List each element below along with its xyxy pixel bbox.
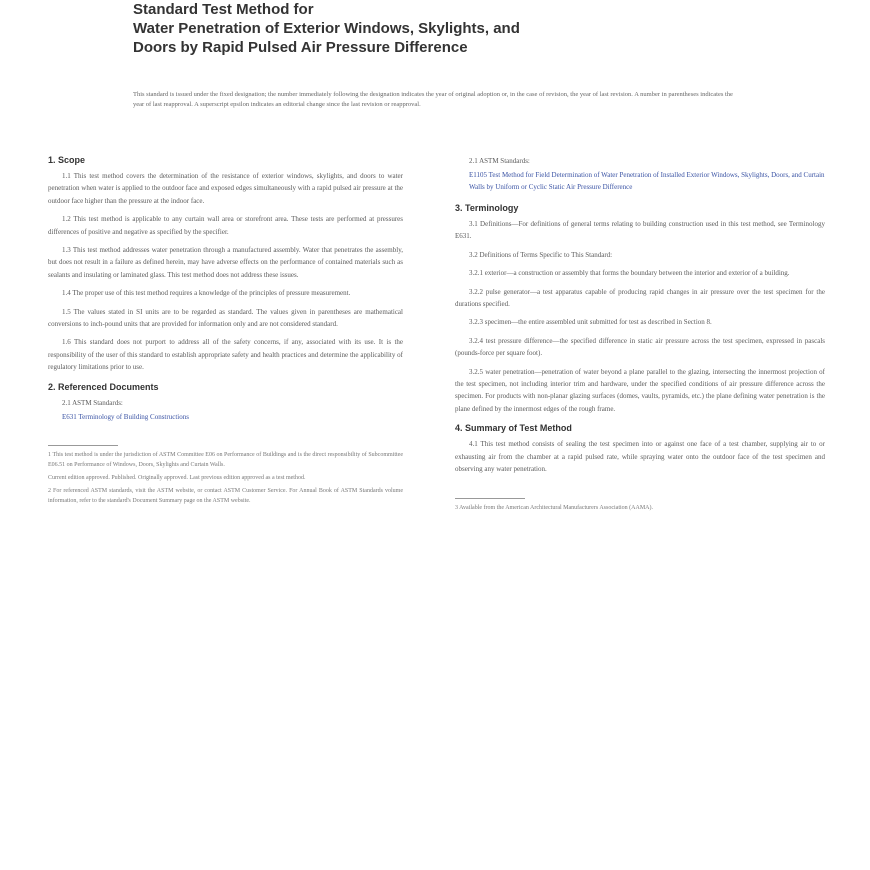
title-line-2: Water Penetration of Exterior Windows, Skylights, and [133, 20, 520, 37]
document-title [133, 0, 733, 57]
section-heading-terminology: 3. Terminology [455, 203, 519, 213]
paragraph-1-4: 1.4 The proper use of this test method requires a knowledge of the principles of pressure measurement. [62, 289, 351, 298]
paragraph-1-2: 1.2 This test method is applicable to any curtain wall area or storefront area. These tests are performed at pressures differences of positive and negative as specified by the specifier. [48, 215, 403, 236]
paragraph-4-1: 4.1 This test method consists of sealing the test specimen into or against one face of a test chamber, supplying air to or exhausting air from the chamber at a rapid pulsed rate, while spraying water onto the outdoor face of the test specimen and observing any water penetration. [455, 440, 825, 474]
footnote-divider [48, 445, 118, 446]
paragraph-1-6: 1.6 This standard does not purport to address all of the safety concerns, if any, associated with its use. It is the responsibility of the user of this standard to establish appropriate safety and health practices and determine the applicability of regulatory limitations prior to use. [48, 338, 403, 372]
title-line-3: Doors by Rapid Pulsed Air Pressure Difference [133, 39, 468, 56]
section-heading-summary: 4. Summary of Test Method [455, 423, 572, 434]
paragraph-1-5: 1.5 The values stated in SI units are to be regarded as standard. The values given in parentheses are mathematical conversions to inch-pound units that are provided for information only and are not considered standard. [48, 307, 403, 329]
section-heading-scope: 1. Scope [48, 155, 86, 165]
right-column [455, 155, 825, 516]
paragraph-3-2-4: 3.2.4 test pressure difference—the specified difference in static air pressure across the test specimen, expressed in pascals (pounds-force per square foot). [455, 336, 825, 358]
paragraph-1-3: 1.3 This test method addresses water penetration through a manufactured assembly. Water that penetrates the assembly, but does not result in a failure as defined herein, may have adverse effects on the performance of contained materials such as sealants and insulating or laminated glass. This test method does not address these issues. [48, 246, 403, 279]
reference-astm-standards: 2.1 ASTM Standards: [62, 398, 123, 407]
reference-link-e1105[interactable]: E1105 Test Method for Field Determination of Water Penetration of Installed Exterior Windows, Skylights, Doors, and Curtain Walls by Uniform or Cyclic Static Air Pressure Difference [469, 171, 825, 191]
paragraph-3-2-1: 3.2.1 exterior—a construction or assembly that forms the boundary between the interior and exterior of a building. [469, 269, 790, 278]
reference-link-e631[interactable]: E631 Terminology of Building Constructions [62, 412, 189, 421]
paragraph-3-2-5: 3.2.5 water penetration—penetration of water beyond a plane parallel to the glazing, intersecting the innermost projection of the test specimen, not including interior trim and hardware, under the specified conditions of air pressure difference across the specimen. For products with non-planar glazing surfaces (domes, vaults, pyramids, etc.) the plane defining water penetration is the plane defined by the innermost edges of the rough frame. [455, 367, 825, 413]
paragraph-3-2-2: 3.2.2 pulse generator—a test apparatus capable of producing rapid changes in air pressure over the test specimen for the durations specified. [455, 287, 825, 309]
paragraph-3-2: 3.2 Definitions of Terms Specific to This Standard: [469, 250, 613, 259]
paragraph-3-1: 3.1 Definitions—For definitions of general terms relating to building construction used in this test method, see Terminology E631. [455, 220, 825, 241]
footnote-divider-right [455, 498, 525, 499]
footnote-3: 3 Available from the American Architectural Manufacturers Association (AAMA). [455, 504, 653, 511]
paragraph-1-1: 1.1 This test method covers the determination of the resistance of exterior windows, skylights, and doors to water penetration when water is applied to the outdoor face and exposed edges simultaneously with a rapid pulsed air pressure at the outdoor face higher than the pressure at the indoor face. [48, 172, 403, 205]
footnote-2: 2 For referenced ASTM standards, visit the ASTM website, or contact ASTM Customer Service. For Annual Book of ASTM Standards volume information, refer to the standard's Document Summary page on the ASTM website. [48, 487, 403, 504]
section-heading-referenced-documents: 2. Referenced Documents [48, 381, 159, 392]
footnote-edition: Current edition approved. Published. Originally approved. Last previous edition approved as a test method. [48, 474, 306, 481]
footnote-1: 1 This test method is under the jurisdiction of ASTM Committee E06 on Performance of Buildings and is the direct responsibility of Subcommittee E06.51 on Performance of Windows, Doors, Skylights and Curtain Walls. [48, 451, 403, 468]
designation-note: This standard is issued under the fixed designation; the number immediately following the designation indicates the year of original adoption or, in the case of revision, the year of last revision. A number in parentheses indicates the year of last reapproval. A superscript epsilon indicates an editorial change since the last revision or reapproval. [133, 91, 733, 108]
left-column [48, 155, 403, 509]
title-line-1: Standard Test Method for [133, 1, 314, 18]
paragraph-3-2-3: 3.2.3 specimen—the entire assembled unit submitted for test as described in Section 8. [469, 318, 712, 327]
reference-astm-standards-continued: 2.1 ASTM Standards: [469, 157, 530, 165]
